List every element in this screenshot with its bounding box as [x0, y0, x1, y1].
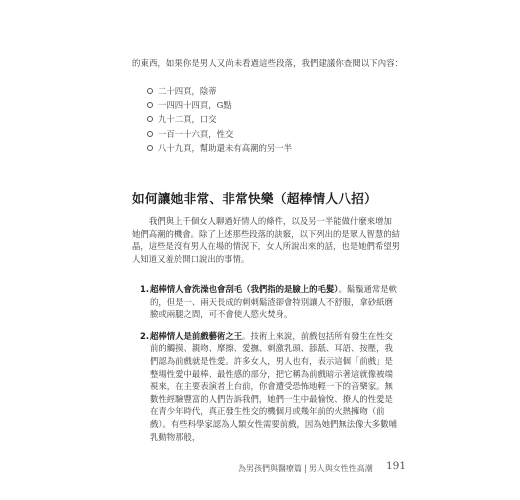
- tip-body: 。鬍鬚通常是軟的，但是一、兩天長成的刺刺鬍渣卻會特別讓人不舒服，拿砂紙磨臉或兩腿之間，可不會使人慾火焚身。: [150, 284, 398, 320]
- list-item: 一四四十四頁，G點: [147, 98, 292, 112]
- tips-list: [142, 283, 400, 452]
- footer-separator: |: [304, 464, 307, 473]
- list-item: 二十四頁，陰蒂: [147, 84, 292, 98]
- tip-title: 超棒情人會洗澡也會刮毛（我們指的是臉上的毛髮）: [150, 284, 339, 294]
- list-item: 九十二頁，口交: [147, 112, 292, 126]
- intro-text: 的東西，如果你是男人又尚未看過這些段落，我們建議你查閱以下內容：: [132, 58, 404, 68]
- tip-item: [142, 283, 400, 321]
- tip-body: 。技術上來說，前戲包括所有發生在性交前的觸摸、親吻、摩擦、愛撫、刺激乳頭、舔舐、耳語、按壓，我們認為前戲就是性愛。許多女人，男人也有，表示這個「前戲」是整場性愛中最棒、最性感的部分，把它稱為前戲暗示著這就像被端視來，在主要表演者上台前，你會遭受恐怖地輕一下的音樂家。無數性經驗豐富的人們告訴我們，她們一生中最愉悅、撩人的性愛是在青少年時代，真正發生性交的機個月或幾年前的火熱擁吻（前戲）。有些科學家認為人類女性需要前戲，因為她們無法像大多數哺乳動物那般，: [150, 330, 398, 442]
- list-item: 一百一十六頁，性交: [147, 127, 292, 141]
- list-item: 八十九頁，幫助還未有高潮的另一半: [147, 141, 292, 155]
- section-paragraph: 我們與上千個女人聊過好情人的條件，以及另一半能做什麼來增加她們高潮的機會。除了上述那些段落的訣竅，以下列出的是眾人智慧的結晶，這些是沒有男人在場的情況下，女人所說出來的話，也是她們希望男人知道又羞於開口說出的事情。: [132, 216, 400, 264]
- running-footer: [238, 463, 373, 474]
- toc-list: [147, 84, 292, 155]
- bullet-circle-icon: [147, 116, 153, 122]
- footer-book-title: 為男孩們與醫療篇: [238, 464, 302, 473]
- section-heading: 如何讓她非常、非常快樂（超棒情人八招）: [132, 191, 377, 206]
- bullet-circle-icon: [147, 88, 153, 94]
- bullet-circle-icon: [147, 131, 153, 137]
- bullet-circle-icon: [147, 102, 153, 108]
- tip-item: [142, 330, 400, 443]
- tip-number: 1.: [140, 284, 150, 294]
- tip-number: 2.: [140, 330, 150, 341]
- tip-title: 超棒情人是前戲藝術之王: [150, 330, 243, 341]
- footer-chapter-title: 男人與女性性高潮: [308, 464, 373, 473]
- bullet-circle-icon: [147, 145, 153, 151]
- page-number: 191: [386, 460, 407, 472]
